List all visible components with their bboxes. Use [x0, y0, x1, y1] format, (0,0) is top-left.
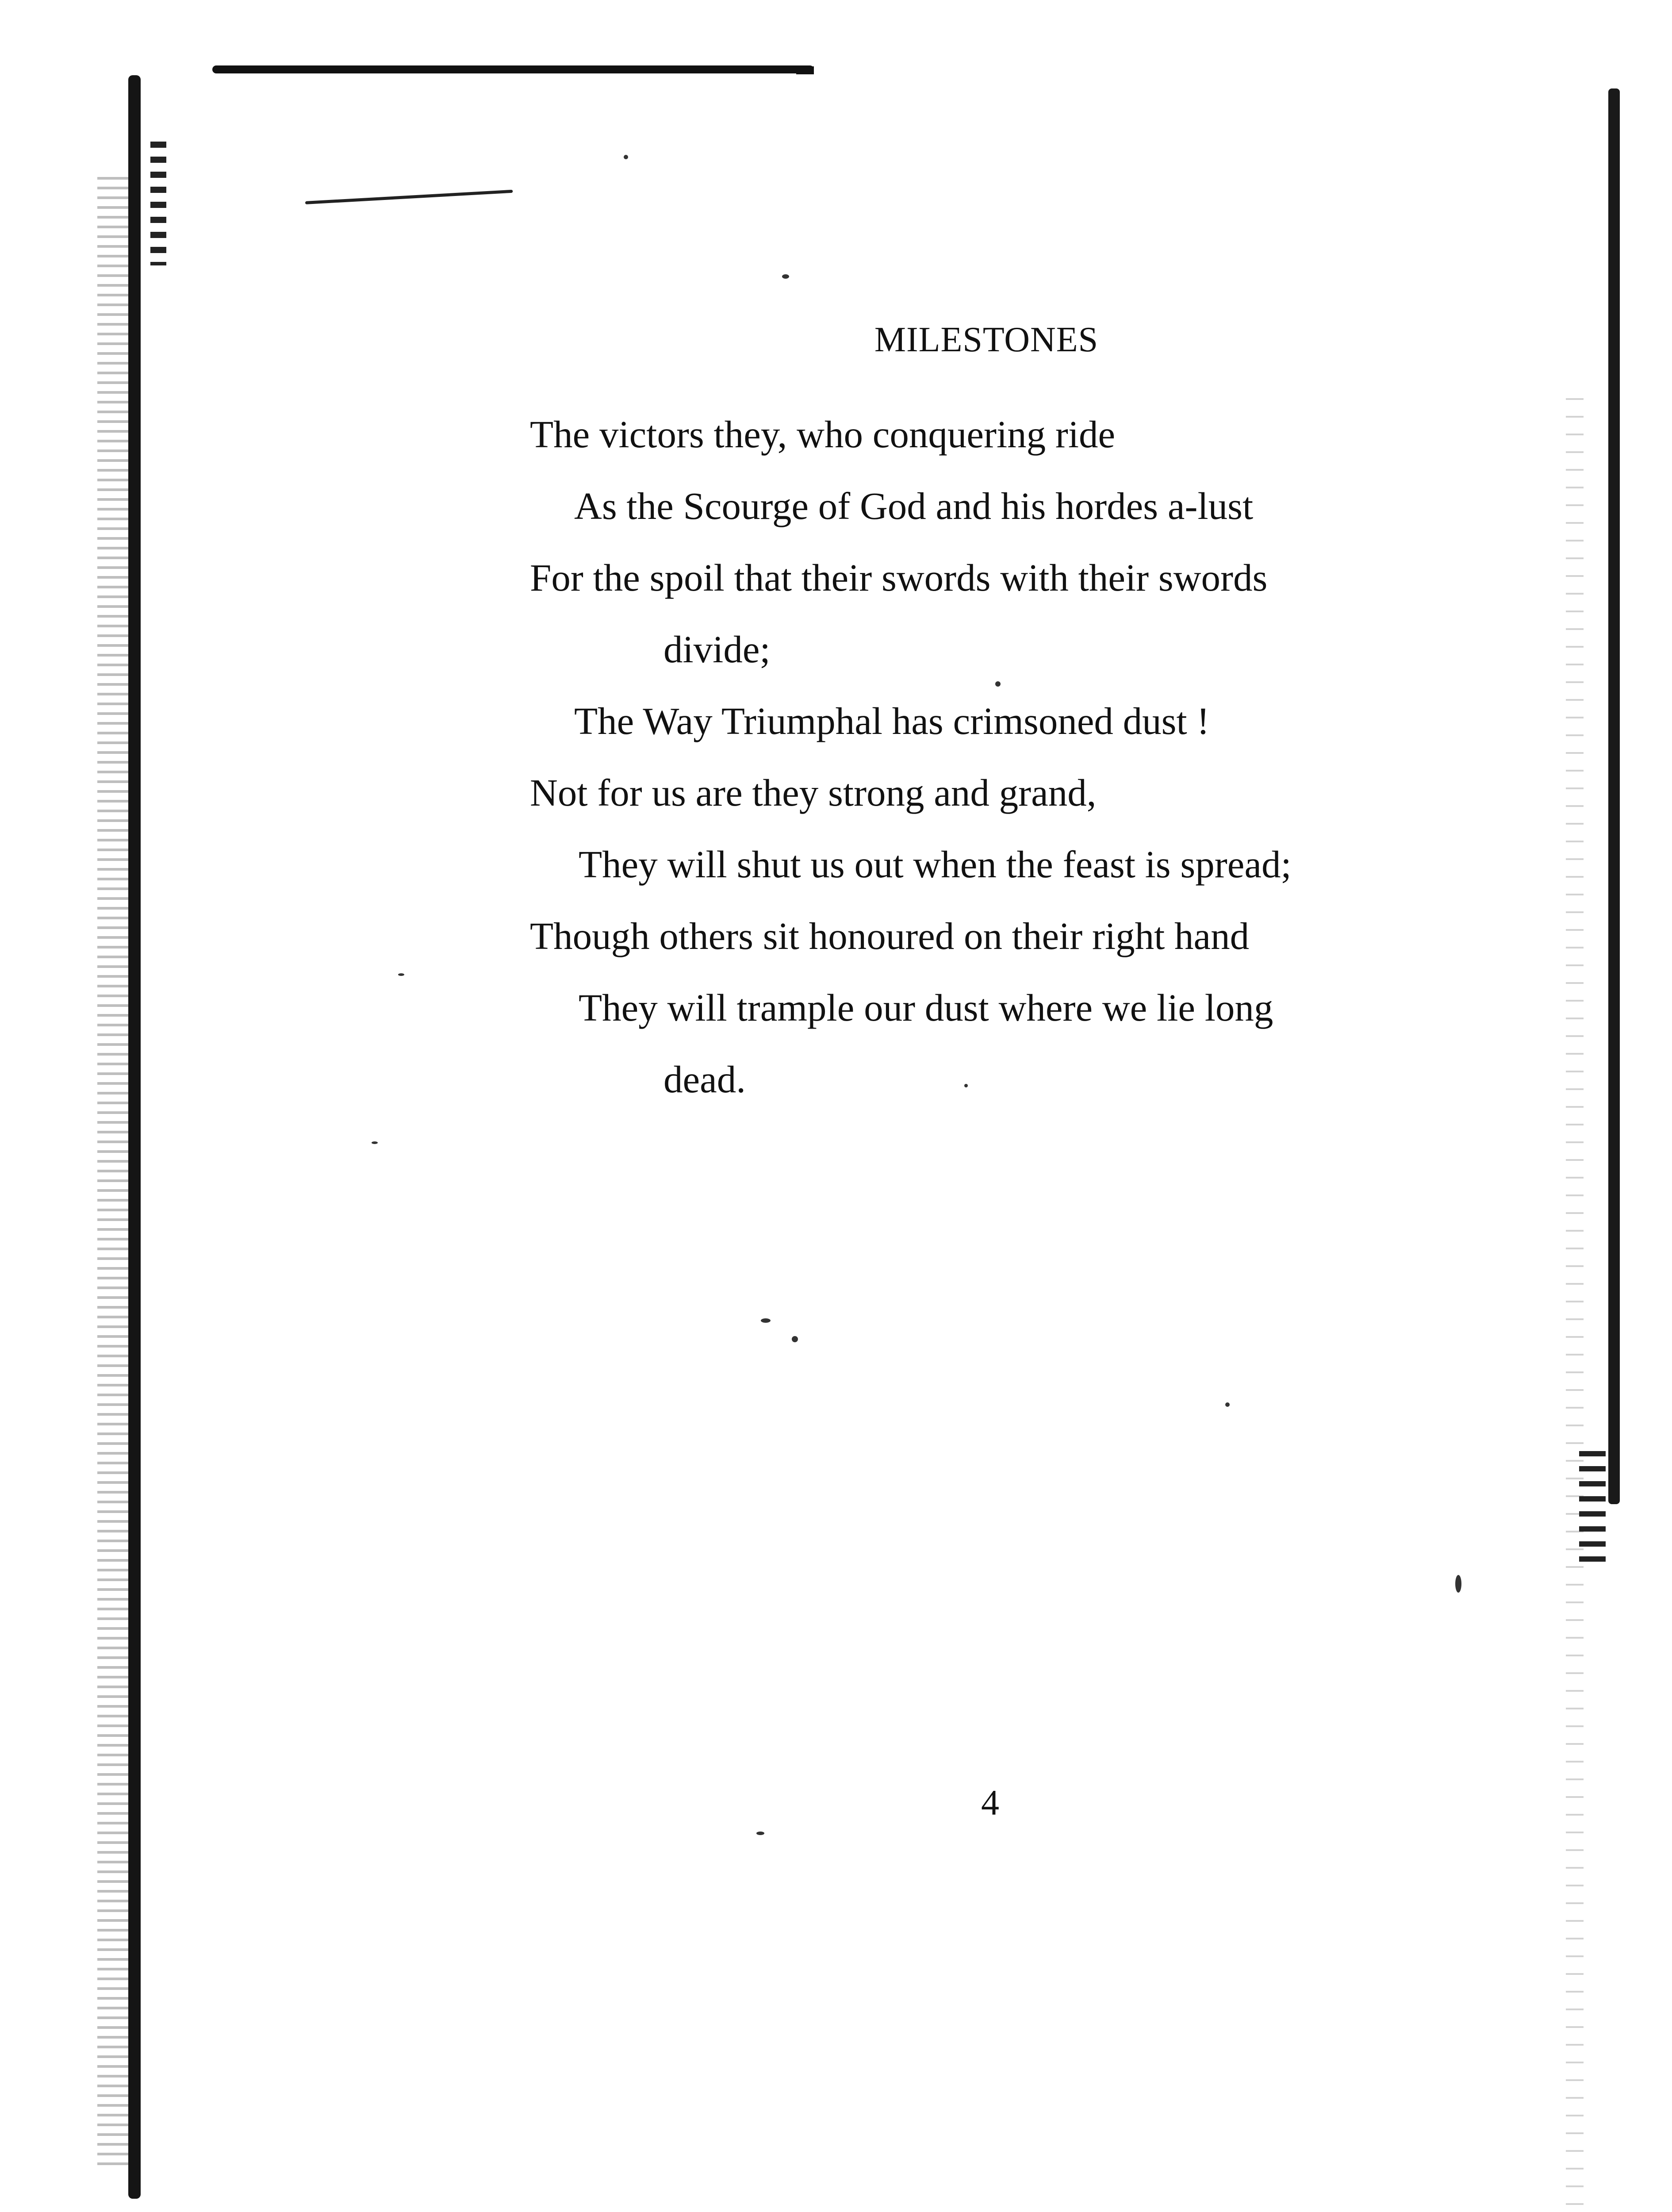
speck — [1455, 1575, 1461, 1593]
poem-line: dead. — [663, 1058, 746, 1101]
speck — [624, 155, 628, 159]
speck — [995, 681, 1001, 687]
page-number: 4 — [981, 1782, 999, 1823]
poem-line: Not for us are they strong and grand, — [530, 771, 1097, 814]
poem-line: They will trample our dust where we lie long — [579, 986, 1273, 1029]
poem-line: Though others sit honoured on their right hand — [530, 914, 1250, 957]
page-edge-left — [128, 75, 141, 2199]
page-edge-left-ticks — [150, 142, 166, 265]
pen-stroke-mark — [305, 190, 513, 204]
speck — [1225, 1402, 1230, 1407]
poem-title: MILESTONES — [874, 320, 1099, 359]
speck — [792, 1336, 798, 1342]
poem-line: As the Scourge of God and his hordes a-lust — [574, 484, 1254, 527]
speck — [761, 1318, 771, 1323]
speck — [398, 973, 404, 976]
poem-line: The victors they, who conquering ride — [530, 413, 1116, 456]
speck — [372, 1141, 378, 1144]
page-edge-right — [1608, 88, 1620, 1504]
page-edge-top-cap — [796, 66, 814, 74]
speck — [964, 1084, 968, 1087]
page-edge-right-ticks — [1579, 1451, 1606, 1566]
poem-line: For the spoil that their swords with their swords — [530, 556, 1268, 599]
poem-line: divide; — [663, 628, 771, 671]
speck — [756, 1832, 764, 1835]
poem-line: The Way Triumphal has crimsoned dust ! — [574, 699, 1210, 742]
speck — [782, 274, 789, 279]
page-edge-right-noise — [1566, 398, 1584, 2212]
poem-line: They will shut us out when the feast is spread; — [579, 843, 1292, 886]
page-edge-top — [212, 65, 814, 73]
